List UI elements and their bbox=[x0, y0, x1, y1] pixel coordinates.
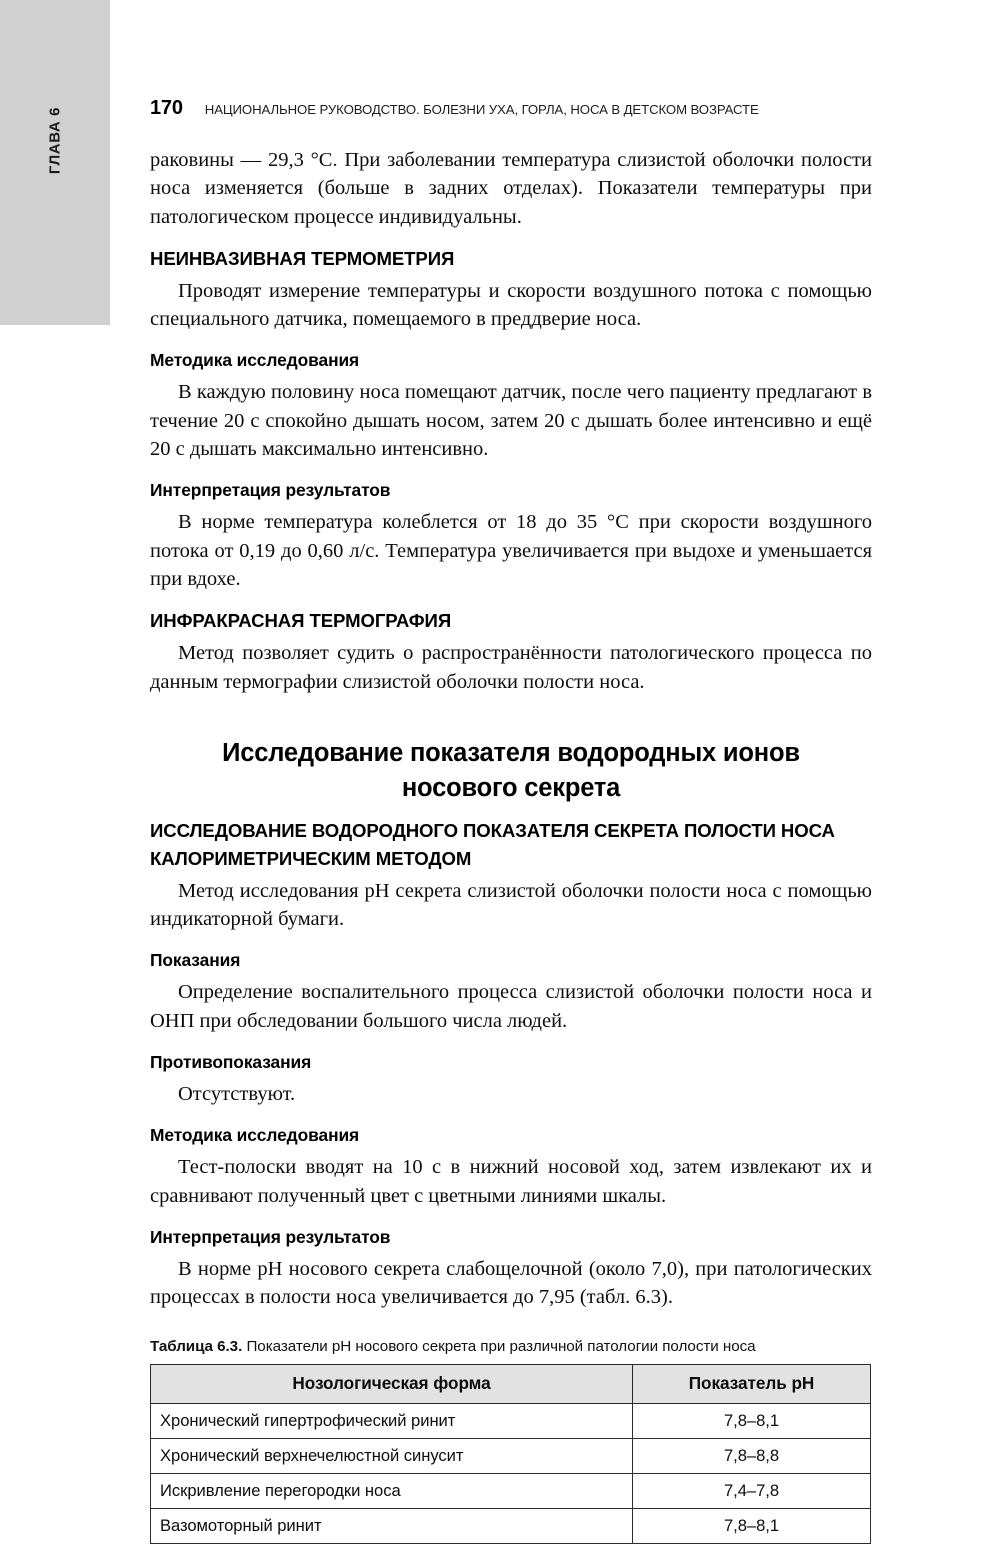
heading-calorimetric-line-2: КАЛОРИМЕТРИЧЕСКИМ МЕТОДОМ bbox=[150, 847, 472, 869]
heading-infrared-thermography: ИНФРАКРАСНАЯ ТЕРМОГРАФИЯ bbox=[150, 610, 452, 632]
cell-nosology: Хронический гипертрофический ринит bbox=[151, 1403, 633, 1438]
page-content bbox=[150, 0, 872, 1544]
ph-values-table bbox=[150, 1364, 871, 1544]
table-body bbox=[151, 1403, 871, 1543]
cell-ph: 7,8–8,8 bbox=[633, 1438, 871, 1473]
page-number: 170 bbox=[150, 97, 183, 119]
paragraph-noninvasive-thermometry: Проводят измерение температуры и скорости воздушного потока с помощью специального датчика, помещаемого в преддверие носа. bbox=[150, 279, 872, 331]
paragraph-indications: Определение воспалительного процесса слизистой оболочки полости носа и ОНП при обследовании большого числа людей. bbox=[150, 981, 872, 1032]
running-head-title: НАЦИОНАЛЬНОЕ РУКОВОДСТВО. БОЛЕЗНИ УХА, ГОРЛА, НОСА В ДЕТСКОМ ВОЗРАСТЕ bbox=[204, 102, 759, 117]
chapter-tab bbox=[0, 0, 110, 325]
heading-calorimetric-line-1: ИССЛЕДОВАНИЕ ВОДОРОДНОГО ПОКАЗАТЕЛЯ СЕКРЕТА ПОЛОСТИ НОСА bbox=[150, 819, 835, 841]
column-header-nosology: Нозологическая форма bbox=[151, 1364, 633, 1403]
running-head bbox=[150, 0, 872, 120]
table-row bbox=[151, 1403, 871, 1438]
heading-noninvasive-thermometry: НЕИНВАЗИВНАЯ ТЕРМОМЕТРИЯ bbox=[150, 247, 455, 269]
heading-method-2: Методика исследования bbox=[150, 1125, 360, 1146]
heading-contraindications: Противопоказания bbox=[150, 1052, 312, 1073]
heading-interpretation-2: Интерпретация результатов bbox=[150, 1226, 391, 1247]
table-row bbox=[151, 1438, 871, 1473]
table-caption bbox=[150, 1338, 872, 1355]
cell-nosology: Хронический верхнечелюстной синусит bbox=[151, 1438, 633, 1473]
cell-ph: 7,4–7,8 bbox=[633, 1473, 871, 1508]
table-header-row bbox=[151, 1364, 871, 1403]
paragraph-method-1: В каждую половину носа помещают датчик, после чего пациенту предлагают в течение 20 с спокойно дышать носом, затем 20 с дышать более интенсивно и ещё 20 с дышать максимально интенсивно. bbox=[150, 381, 872, 461]
cell-ph: 7,8–8,1 bbox=[633, 1508, 871, 1543]
heading-method-1: Методика исследования bbox=[150, 350, 360, 371]
chapter-tab-label: ГЛАВА 6 bbox=[46, 106, 64, 175]
paragraph-interpretation-2: В норме pH носового секрета слабощелочной (около 7,0), при патологических процессах в полости носа увеличивается до 7,95 (табл. 6.3). bbox=[150, 1257, 872, 1309]
paragraph-method-2: Тест-полоски вводят на 10 с в нижний носовой ход, затем извлекают их и сравнивают полученный цвет с цветными линиями шкалы. bbox=[150, 1156, 872, 1207]
heading-indications: Показания bbox=[150, 950, 241, 971]
paragraph-intro: раковины — 29,3 °С. При заболевании температура слизистой оболочки полости носа изменяется (больше в задних отделах). Показатели температуры при патологическом процессе индивидуальны. bbox=[150, 149, 872, 228]
paragraph-infrared-thermography: Метод позволяет судить о распространённости патологического процесса по данным термографии слизистой оболочки полости носа. bbox=[150, 642, 872, 693]
paragraph-interpretation-1: В норме температура колеблется от 18 до 35 °С при скорости воздушного потока от 0,19 до 0,60 л/с. Температура увеличивается при выдохе и уменьшается при вдохе. bbox=[150, 511, 872, 590]
section-title: Исследование показателя водородных ионов носового секрета bbox=[222, 738, 800, 802]
table-row bbox=[151, 1473, 871, 1508]
heading-interpretation-1: Интерпретация результатов bbox=[150, 480, 391, 501]
column-header-ph: Показатель pH bbox=[633, 1364, 871, 1403]
table-caption-label: Таблица 6.3. bbox=[150, 1337, 243, 1355]
paragraph-contraindications: Отсутствуют. bbox=[178, 1083, 296, 1106]
paragraph-calorimetric: Метод исследования pH секрета слизистой оболочки полости носа с помощью индикаторной бумаги. bbox=[150, 879, 872, 931]
cell-nosology: Искривление перегородки носа bbox=[151, 1473, 633, 1508]
cell-nosology: Вазомоторный ринит bbox=[151, 1508, 633, 1543]
table-row bbox=[151, 1508, 871, 1543]
cell-ph: 7,8–8,1 bbox=[633, 1403, 871, 1438]
table-caption-text: Показатели pH носового секрета при различной патологии полости носа bbox=[246, 1337, 756, 1355]
